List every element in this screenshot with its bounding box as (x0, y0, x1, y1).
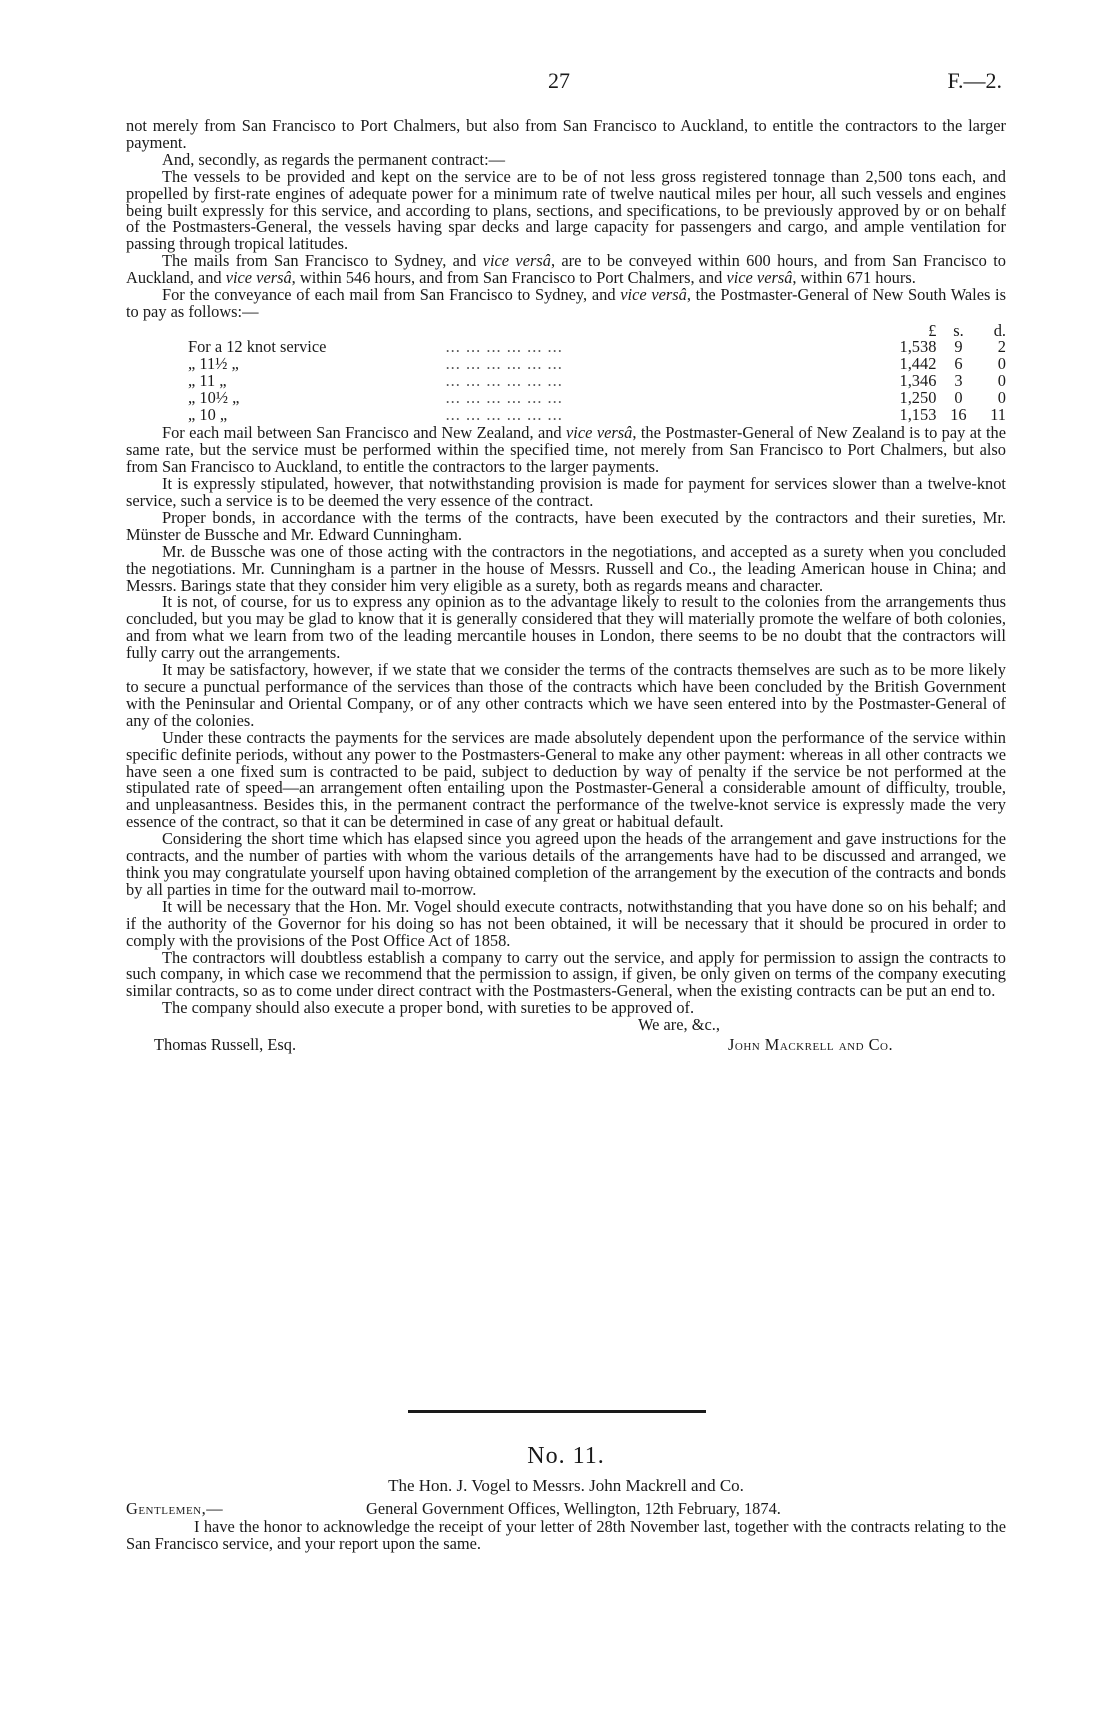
amount-pounds: 1,250 (899, 387, 937, 407)
table-row (126, 339, 1006, 356)
letter-number-heading: No. 11. (527, 1443, 605, 1469)
italic-term: vice versâ (482, 251, 551, 271)
document-reference: F.—2. (947, 68, 1002, 93)
amount-pence: 2 (997, 336, 1006, 356)
each-mail-paragraph (126, 425, 1006, 476)
text-run: , are to be conveyed within 600 hours, and from San Francisco to Auckland, and (126, 251, 1006, 288)
amount-pence: 0 (997, 353, 1006, 373)
header-pence: d. (993, 320, 1006, 340)
page-header (0, 68, 1114, 94)
text-run: For the conveyance of each mail from San Francisco to Sydney, and (162, 285, 621, 305)
paragraph: Proper bonds, in accordance with the terms of the contracts, have been executed by the contractors and their sureties, Mr. Münster de Bussche and Mr. Edward Cunningham. (126, 507, 1006, 544)
paragraph: Mr. de Bussche was one of those acting with the contractors in the negotiations, and accepted as a surety when you concluded the negotiations. Mr. Cunningham is a partner in the house of Messrs. Russell and Co., the leading American house in China; and Messrs. Barings state that they consider him very eligible as a surety, both as regards means and character. (126, 541, 1006, 595)
paragraph: It is expressly stipulated, however, that notwithstanding provision is made for payment for services slower than a twelve-knot service, such a service is to be deemed the very essence of the contract. (126, 474, 1006, 511)
closing-line: We are, &c., (638, 1015, 720, 1035)
letter-no-11 (126, 1443, 1006, 1553)
amount-pounds: 1,442 (899, 353, 937, 373)
conveyance-paragraph (126, 287, 1006, 321)
service-label: „ 11 „ (188, 370, 227, 390)
leader-dots: ... ... ... ... ... ... (445, 387, 563, 407)
paragraph: Considering the short time which has elapsed since you agreed upon the heads of the arrangement and gave instructions for the contracts, and the number of parties with whom the various details of the arrangements have had to be discussed and arranged, we think you may congratulate yourself upon having obtained completion of the arrangement by the execution of the contracts and bonds by all parties in time for the outward mail to-morrow. (126, 829, 1006, 899)
paragraph: I have the honor to acknowledge the receipt of your letter of 28th November last, together with the contracts relating to the San Francisco service, and your report upon the same. (126, 1517, 1006, 1553)
text-run: , the Postmaster-General of New Zealand is to pay at the same rate, but the service must be performed within the specified time, not merely from San Francisco to Port Chalmers, but also from San Francisco to Auckland, to entitle the contractors to the larger payments. (126, 423, 1006, 477)
amount-pounds: 1,538 (899, 336, 937, 356)
text-run: The mails from San Francisco to Sydney, and (162, 251, 483, 271)
italic-term: vice versâ (620, 285, 687, 305)
section-divider (408, 1410, 706, 1413)
paragraph: It will be necessary that the Hon. Mr. Vogel should execute contracts, notwithstanding that you have done so on his behalf; and if the authority of the Governor for his doing so has not been obtained, it will be necessary that it should be procured in order to comply with the provisions of the Post Office Act of 1858. (126, 896, 1006, 950)
amount-pounds: 1,153 (899, 404, 937, 424)
table-row (126, 390, 1006, 407)
italic-term: vice versâ (566, 423, 633, 443)
recipient-name: Thomas Russell, Esq. (154, 1035, 297, 1055)
text-run: , within 546 hours, and from San Francisco to Port Chalmers, and (291, 268, 727, 288)
page-number: 27 (548, 68, 570, 93)
leader-dots: ... ... ... ... ... ... (445, 336, 563, 356)
amount-pence: 0 (997, 370, 1006, 390)
service-label: For a 12 knot service (188, 336, 327, 356)
table-row (126, 356, 1006, 373)
amount-pounds: 1,346 (899, 370, 937, 390)
payment-table (126, 320, 1006, 424)
amount-pence: 11 (990, 404, 1006, 424)
amount-shillings: 0 (954, 387, 963, 407)
amount-shillings: 6 (954, 353, 963, 373)
paragraph: The vessels to be provided and kept on the service are to be of not less gross registered tonnage than 2,500 tons each, and propelled by first-rate engines of adequate power for a minimum rate of twelve nautical miles per hour, all such vessels and engines being built expressly for this service, and according to plans, sections, and specifications, to be previously approved by or on behalf of the Postmasters-General, the vessels having spar decks and large capacity for passengers and cargo, and ample ventilation for passing through tropical latitudes. (126, 166, 1006, 254)
paragraph: not merely from San Francisco to Port Chalmers, but also from San Francisco to Auckland, to entitle the contractors to the larger payment. (126, 116, 1006, 152)
paragraph: The contractors will doubtless establish a company to carry out the service, and apply for permission to assign the contracts to such company, in which case we recommend that the permission to assign, if given, be only given on terms of the company executing similar contracts, so as to come under direct contract with the Postmasters-General, when the existing contracts can be put an end to. (126, 947, 1006, 1001)
service-label: „ 10 „ (188, 404, 228, 424)
text-run: , the Postmaster-General of New South Wales is to pay as follows:— (126, 285, 1006, 321)
text-run: For each mail between San Francisco and New Zealand, and (162, 423, 567, 443)
amount-shillings: 3 (954, 370, 963, 390)
amount-shillings: 16 (950, 404, 967, 424)
italic-term: vice versâ (726, 268, 793, 288)
leader-dots: ... ... ... ... ... ... (445, 353, 563, 373)
mails-paragraph (126, 253, 1006, 287)
table-row (126, 373, 1006, 390)
paragraph: Under these contracts the payments for the services are made absolutely dependent upon the performance of the service within specific definite periods, without any power to the Postmasters-General to make any other payment: whereas in all other contracts we have seen a one fixed sum is contracted to be paid, subject to deduction by way of penalty if the service be not performed at the stipulated rate of speed—an arrangement often entailing upon the Postmaster-General a considerable amount of difficulty, trouble, and unpleasantness. Besides this, in the permanent contract the performance of the twelve-knot service is expressly made the very essence of the contract, so that it can be determined in case of any great or habitual default. (126, 727, 1006, 832)
leader-dots: ... ... ... ... ... ... (445, 404, 563, 424)
text-run: , within 671 hours. (792, 268, 916, 288)
signature-block (126, 1017, 1006, 1071)
service-label: „ 11½ „ (188, 353, 239, 373)
salutation-row (126, 1500, 1006, 1518)
paragraph: It may be satisfactory, however, if we state that we consider the terms of the contracts themselves are such as to be more likely to secure a punctual performance of the services than those of the contracts which have been concluded by the British Government with the Peninsular and Oriental Company, or of any other contracts which we have seen entered into by the Postmaster-General of any of the colonies. (126, 660, 1006, 730)
header-pounds: £ (928, 320, 937, 340)
sender-name: John Mackrell and Co. (728, 1035, 894, 1055)
letter-body (126, 118, 1006, 1071)
paragraph: It is not, of course, for us to express any opinion as to the advantage likely to result to the colonies from the arrangements thus concluded, but you may be glad to know that it is generally considered that they will materially promote the welfare of both colonies, and from what we learn from two of the leading mercantile houses in London, there seems to be no doubt that the contractors will fully carry out the arrangements. (126, 592, 1006, 663)
paragraph: And, secondly, as regards the permanent contract:— (162, 149, 506, 169)
amount-shillings: 9 (954, 336, 963, 356)
paragraph: The company should also execute a proper bond, with sureties to be approved of. (162, 998, 695, 1018)
amount-pence: 0 (997, 387, 1006, 407)
sender-address: General Government Offices, Wellington, 12th February, 1874. (366, 1499, 781, 1518)
italic-term: vice versâ (225, 268, 292, 288)
table-row (126, 407, 1006, 424)
header-shillings: s. (953, 320, 964, 340)
service-label: „ 10½ „ (188, 387, 240, 407)
salutation: Gentlemen,— (126, 1499, 224, 1518)
letter-from-to: The Hon. J. Vogel to Messrs. John Mackrell and Co. (388, 1476, 744, 1495)
leader-dots: ... ... ... ... ... ... (445, 370, 563, 390)
